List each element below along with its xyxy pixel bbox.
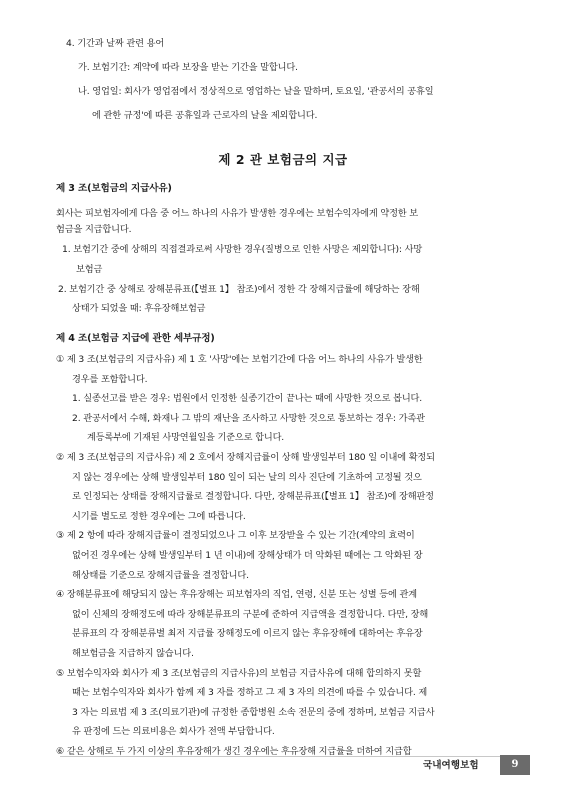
article-4-para-3: ③ 제 2 항에 따라 장해지급률이 결정되었으나 그 이후 보장받을 수 있는 기간(계약의 효력이 [56,530,415,541]
article-4-para-4-line-4: 해보험금을 지급하지 않습니다. [72,648,194,659]
article-4-para-1-cont: 경우를 포함합니다. [72,374,148,385]
article-3-item-1: 1. 보험기간 중에 상해의 직접결과로써 사망한 경우(질병으로 인한 사망은 제외합니다): 사망 [62,244,423,255]
article-4-para-4-line-3: 분류표의 각 장해분류별 최저 지급률 장해정도에 이르지 않는 후유장해에 대하여는 후유장 [72,628,423,639]
article-4-para-5-line-2: 때는 보험수익자와 회사가 함께 제 3 자를 정하고 그 제 3 자의 의견에 따를 수 있습니다. 제 [72,687,428,698]
article-3-item-2-cont: 상태가 되었을 때: 후유장해보험금 [72,303,206,314]
article-4-para-2-line-3: 로 인정되는 상태를 장해지급률로 결정합니다. 다만, 장해분류표(【별표 1】 참조)에 장해판정 [72,491,434,502]
article-4-para-5: ⑤ 보험수익자와 회사가 제 3 조(보험금의 지급사유)의 보험금 지급사유에 대해 합의하지 못할 [56,668,422,679]
chapter-heading: 제 2 관 보험금의 지급 [218,152,348,167]
article-4-para-5-line-4: 유 판정에 드는 의료비용은 회사가 전액 부담합니다. [72,726,275,737]
article-3-intro: 회사는 피보험자에게 다음 중 어느 하나의 사유가 발생한 경우에는 보험수익자에게 약정한 보 [56,208,419,219]
page-number-badge: 9 [500,755,530,775]
article-4-para-2-line-2: 지 않는 경우에는 상해 발생일부터 180 일이 되는 날의 의사 진단에 기초하여 고정될 것으 [72,472,422,483]
article-3-intro-cont: 험금을 지급합니다. [56,224,132,235]
article-4-title: 제 4 조(보험금 지급에 관한 세부규정) [56,333,215,344]
article-4-para-6: ⑥ 같은 상해로 두 가지 이상의 후유장해가 생긴 경우에는 후유장해 지급률을 더하여 지급합 [56,746,412,757]
article-4-para-3-line-2: 없어진 경우에는 상해 발생일부터 1 년 이내)에 장해상태가 더 악화된 때에는 그 악화된 장 [72,550,423,561]
article-4-para-1-sub-1: 1. 실종선고를 받은 경우: 법원에서 인정한 실종기간이 끝나는 때에 사망한 것으로 봅니다. [72,393,423,404]
article-4-para-1-sub-2-cont: 계등록부에 기재된 사망연월일을 기준으로 합니다. [87,432,285,443]
article-4-para-4: ④ 장해분류표에 해당되지 않는 후유장해는 피보험자의 직업, 연령, 신분 또는 성별 등에 관계 [56,589,417,600]
article-4-para-2-line-4: 시기를 별도로 정한 경우에는 그에 따릅니다. [72,511,246,522]
article-3-item-1-cont: 보험금 [76,264,103,275]
article-4-para-2: ② 제 3 조(보험금의 지급사유) 제 2 호에서 장해지급률이 상해 발생일부터 180 일 이내에 확정되 [56,452,435,463]
article-4-para-1-sub-2: 2. 관공서에서 수해, 화재나 그 밖의 재난을 조사하고 사망한 것으로 통보하는 경우: 가족관 [72,413,425,424]
article-3-title: 제 3 조(보험금의 지급사유) [56,183,172,194]
article-4-para-1: ① 제 3 조(보험금의 지급사유) 제 1 호 '사망'에는 보험기간에 다음 어느 하나의 사유가 발생한 [56,354,423,365]
term-insurance-period: 가. 보험기간: 계약에 따라 보장을 받는 기간을 말합니다. [78,62,298,73]
footer-label: 국내여행보험 [423,760,479,771]
term-business-day-cont: 에 관한 규정'에 따른 공휴일과 근로자의 날을 제외합니다. [92,110,318,121]
term-business-day: 나. 영업일: 회사가 영업점에서 정상적으로 영업하는 날을 말하며, 토요일, '관공서의 공휴일 [78,86,434,97]
section-4-title: 4. 기간과 날짜 관련 용어 [66,38,165,49]
article-4-para-3-line-3: 해상태를 기준으로 장해지급률을 결정합니다. [72,570,249,581]
article-4-para-4-line-2: 없이 신체의 장해정도에 따라 장해분류표의 구분에 준하여 지급액을 결정합니다. 다만, 장해 [72,609,429,620]
article-3-item-2: 2. 보험기간 중 상해로 장해분류표(【별표 1】 참조)에서 정한 각 장해지급률에 해당하는 장해 [58,284,420,295]
article-4-para-5-line-3: 3 자는 의료법 제 3 조(의료기관)에 규정한 종합병원 소속 전문의 중에 정하며, 보험금 지급사 [72,707,435,718]
